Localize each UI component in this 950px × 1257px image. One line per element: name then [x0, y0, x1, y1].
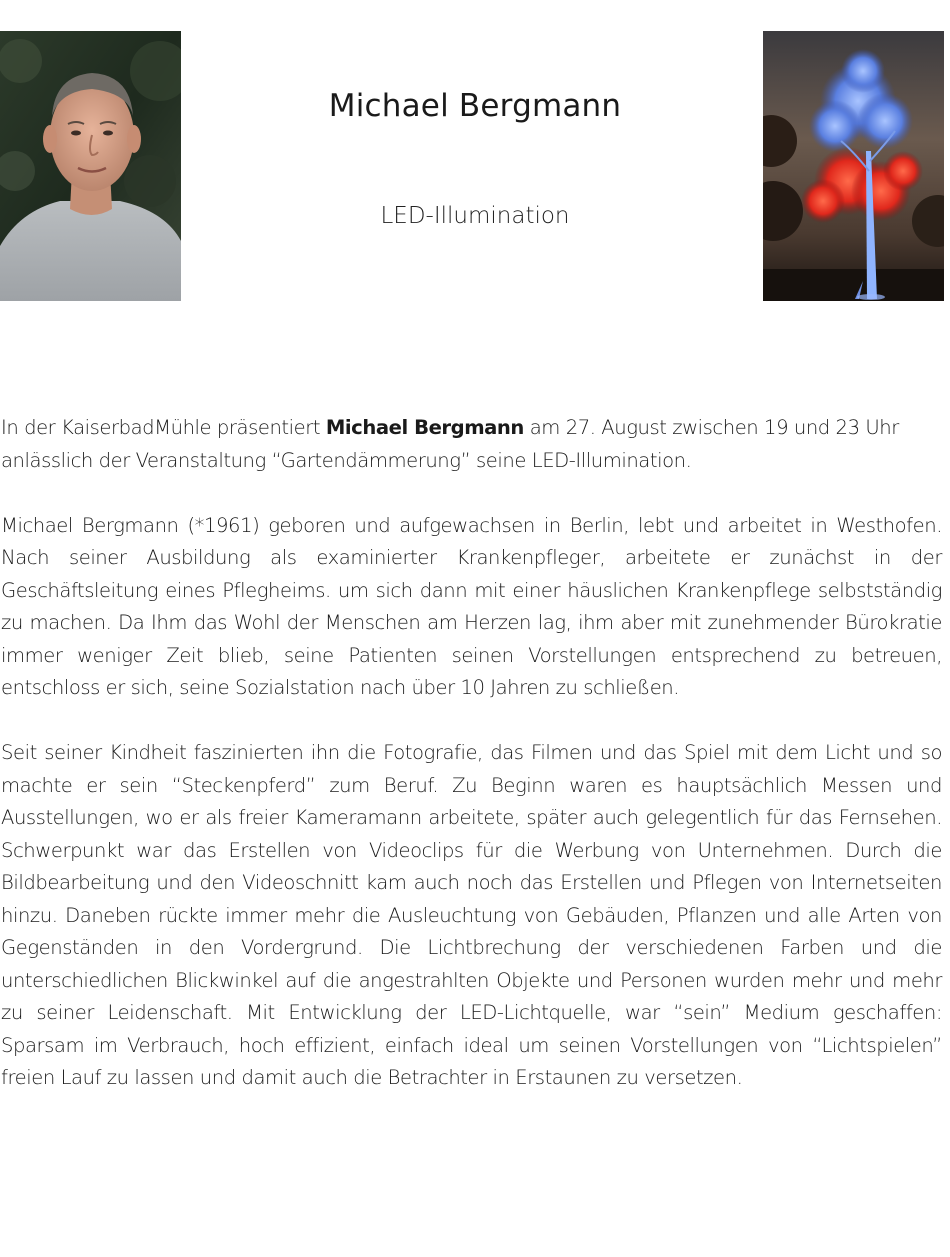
- intro-paragraph: [1, 412, 942, 477]
- page-subtitle: LED-Illumination: [380, 203, 570, 229]
- page-title: Michael Bergmann: [328, 88, 622, 124]
- intro-text-after: am 27. August zwischen 19 und 23 Uhr anlässlich der Veranstaltung “Gartendämmerung” seine LED-Illumination.: [1, 416, 899, 472]
- biography-paragraph: Michael Bergmann (*1961) geboren und aufgewachsen in Berlin, lebt und arbeitet in Westhofen. Nach seiner Ausbildung als examinierter Krankenpfleger, arbeitete er zunächst in der Geschäftsleitung eines Pflegheims. um sich dann mit einer häuslichen Krankenpflege selbstständig zu machen. Da Ihm das Wohl der Menschen am Herzen lag, ihm aber mit zunehmender Bürokratie immer weniger Zeit blieb, seine Patienten seinen Vorstellungen entsprechend zu betreuen, entschloss er sich, seine Sozialstation nach über 10 Jahren zu schließen.: [1, 513, 942, 699]
- article-body: [1, 412, 942, 1127]
- portrait-image: [0, 31, 181, 301]
- tree-photo: [763, 31, 944, 301]
- illuminated-tree-image: [763, 31, 944, 301]
- artist-name: Michael Bergmann: [325, 416, 524, 439]
- intro-text-before: In der KaiserbadMühle präsentiert: [1, 416, 326, 439]
- portrait-photo: [0, 31, 181, 301]
- career-paragraph: Seit seiner Kindheit faszinierten ihn die Fotografie, das Filmen und das Spiel mit dem Licht und so machte er sein “Steckenpferd” zum Beruf. Zu Beginn waren es hauptsächlich Messen und Ausstellungen, wo er als freier Kameramann arbeitete, später auch gelegentlich für das Fernsehen. Schwerpunkt war das Erstellen von Videoclips für die Werbung von Unternehmen. Durch die Bildbearbeitung und den Videoschnitt kam auch noch das Erstellen und Pflegen von Internetseiten hinzu. Daneben rückte immer mehr die Ausleuchtung von Gebäuden, Pflanzen und alle Arten von Gegenständen in den Vordergrund. Die Lichtbrechung der verschiedenen Farben und die unterschiedlichen Blickwinkel auf die angestrahlten Objekte und Personen wurden mehr und mehr zu seiner Leidenschaft. Mit Entwicklung der LED-Lichtquelle, war “sein” Medium geschaffen: Sparsam im Verbrauch, hoch effizient, einfach ideal um seinen Vorstellungen von “Lichtspielen” freien Lauf zu lassen und damit auch die Betrachter in Erstaunen zu versetzen.: [1, 741, 942, 1089]
